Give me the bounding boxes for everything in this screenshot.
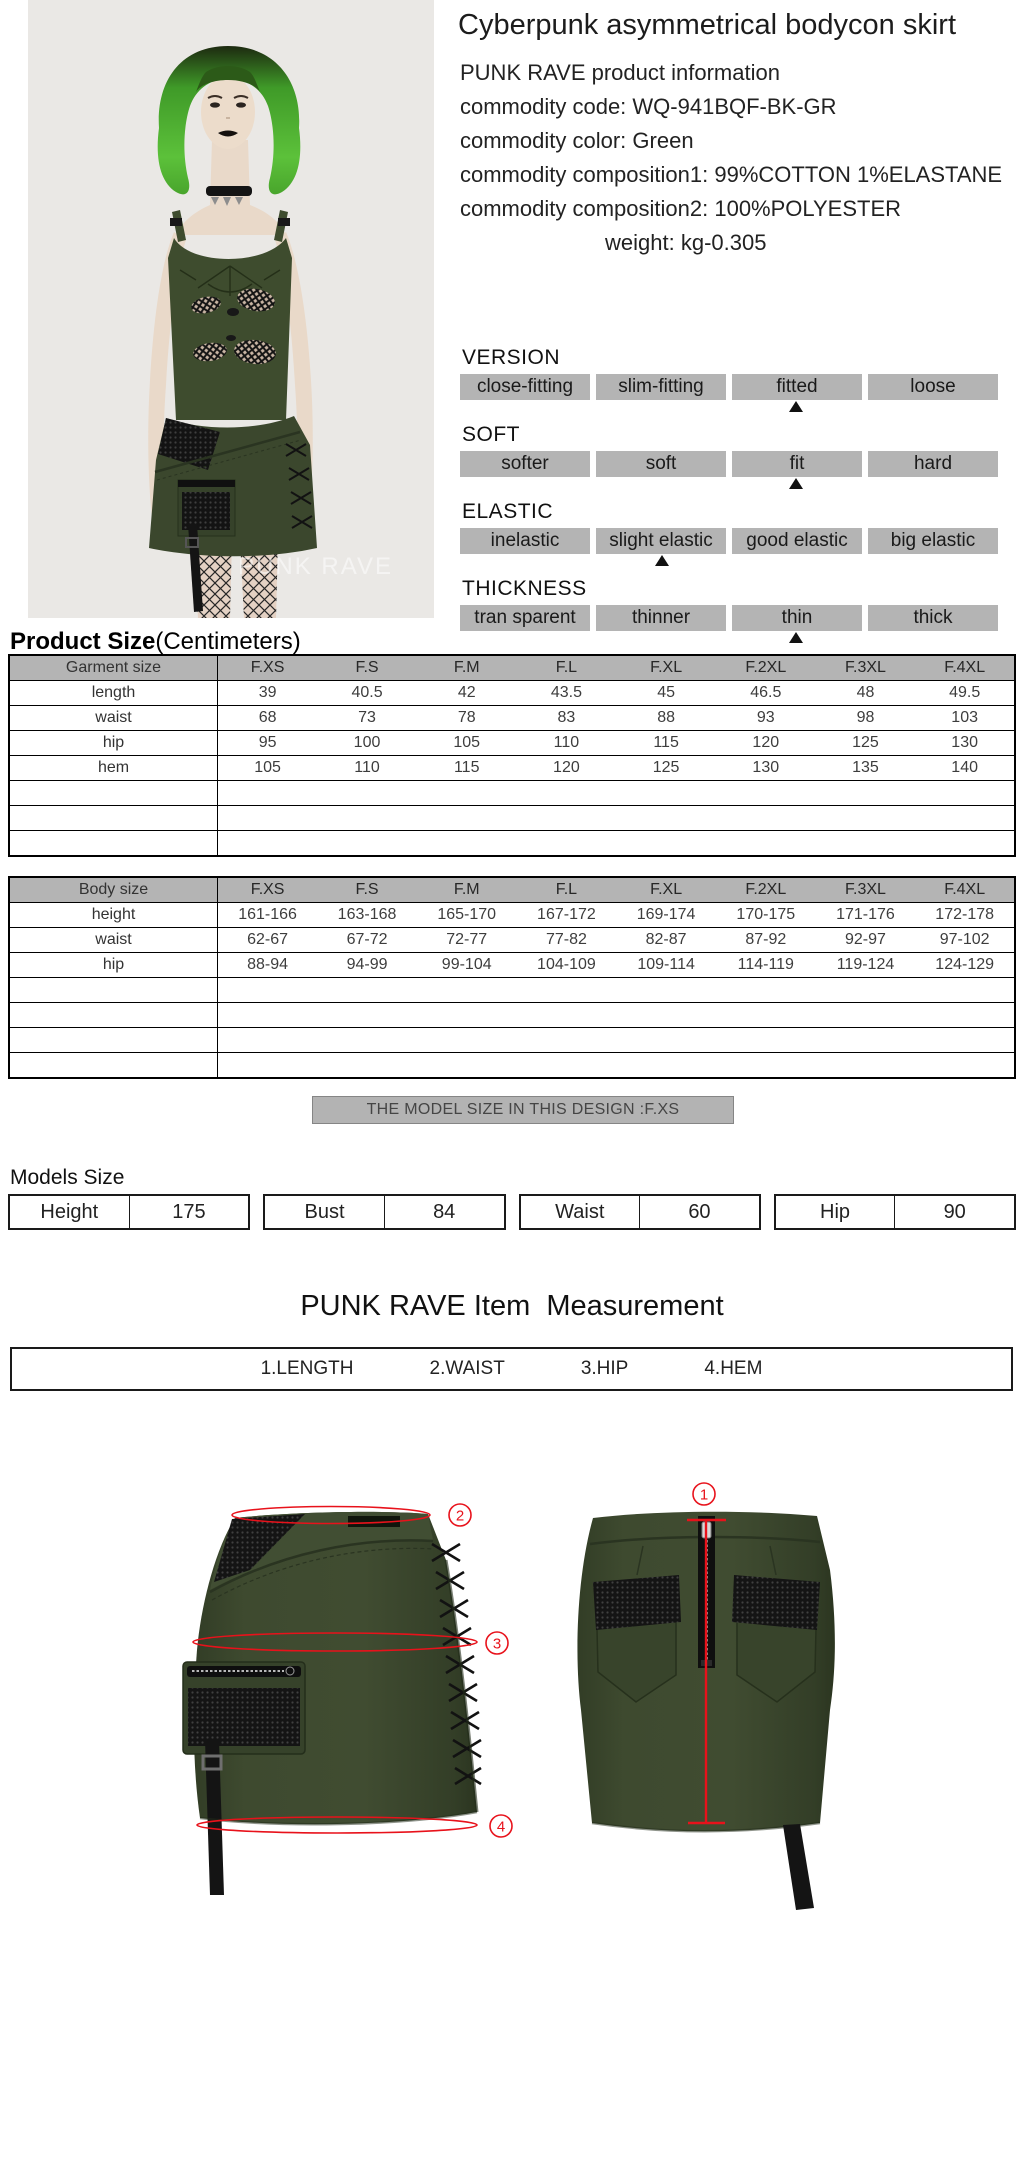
size-column-header: F.L (517, 655, 617, 681)
photo-watermark: PUNK RAVE (238, 553, 393, 580)
size-value-cell: 100 (317, 731, 417, 756)
size-row-label: waist (9, 928, 218, 953)
empty-cell (9, 1003, 218, 1028)
size-table-row (9, 928, 1015, 953)
attribute-marker-row (460, 400, 998, 414)
model-illustration (28, 0, 434, 618)
attribute-option-cell: big elastic (868, 528, 998, 554)
size-value-cell: 77-82 (517, 928, 617, 953)
attribute-option-cell: thin (732, 605, 862, 631)
size-column-header: F.M (417, 877, 517, 903)
attribute-marker-row (460, 554, 998, 568)
measurement-item: 3.HIP (580, 1358, 629, 1379)
attribute-option-cell: tran sparent (460, 605, 590, 631)
models-size-row (8, 1194, 1016, 1230)
empty-cell (9, 1053, 218, 1079)
attribute-group-thickness (460, 577, 998, 645)
size-value-cell: 169-174 (616, 903, 716, 928)
annotation-1: 1 (699, 1486, 709, 1504)
model-size-value: 60 (688, 1201, 711, 1223)
size-heading-bold: Product Size (10, 628, 156, 655)
attribute-scales (460, 346, 998, 654)
size-table-empty-row (9, 831, 1015, 857)
size-row-label: hip (9, 731, 218, 756)
attribute-option-cell: close-fitting (460, 374, 590, 400)
size-column-header: F.L (517, 877, 617, 903)
size-section-heading (10, 628, 301, 656)
size-table-header-row (9, 655, 1015, 681)
size-value-cell: 163-168 (317, 903, 417, 928)
size-value-cell: 93 (716, 706, 816, 731)
annotation-3: 3 (492, 1635, 502, 1653)
size-value-cell: 124-129 (915, 953, 1015, 978)
selected-marker-icon (655, 555, 669, 566)
measurement-illustration (0, 1440, 1024, 1940)
info-field (460, 192, 1016, 226)
size-column-header: F.XS (218, 877, 318, 903)
size-row-label: hem (9, 756, 218, 781)
info-field (460, 90, 1016, 124)
product-info (460, 56, 1016, 260)
size-value-cell: 67-72 (317, 928, 417, 953)
size-value-cell: 73 (317, 706, 417, 731)
empty-cell (218, 978, 1016, 1003)
selected-marker-icon (789, 632, 803, 643)
back-strap (783, 1824, 814, 1910)
field-label: commodity composition1: (460, 162, 709, 187)
size-table-empty-row (9, 978, 1015, 1003)
size-column-header: F.3XL (816, 655, 916, 681)
size-value-cell: 115 (417, 756, 517, 781)
size-row-label: height (9, 903, 218, 928)
size-value-cell: 88-94 (218, 953, 318, 978)
attribute-option-cell: thick (868, 605, 998, 631)
size-column-header: F.S (317, 877, 417, 903)
size-value-cell: 62-67 (218, 928, 318, 953)
size-value-cell: 45 (616, 681, 716, 706)
measurement-item: 1.LENGTH (260, 1358, 354, 1379)
attribute-label: SOFT (462, 423, 520, 446)
empty-cell (9, 781, 218, 806)
field-label: commodity composition2: (460, 196, 709, 221)
empty-cell (9, 978, 218, 1003)
attribute-option-cell: good elastic (732, 528, 862, 554)
skirt-front-view (183, 1512, 481, 1895)
attribute-group-elastic (460, 500, 998, 568)
model-face (201, 75, 255, 149)
measurement-item: 4.HEM (704, 1358, 763, 1379)
model-size-label: Waist (521, 1196, 641, 1228)
attribute-option-cell: fitted (732, 374, 862, 400)
attribute-marker-row (460, 477, 998, 491)
attribute-option-cell: soft (596, 451, 726, 477)
size-value-cell: 130 (716, 756, 816, 781)
page-title: Cyberpunk asymmetrical bodycon skirt (458, 9, 957, 41)
size-value-cell: 83 (517, 706, 617, 731)
size-table-row (9, 756, 1015, 781)
attribute-option-cell: thinner (596, 605, 726, 631)
empty-cell (218, 1003, 1016, 1028)
size-value-cell: 161-166 (218, 903, 318, 928)
annotation-2: 2 (455, 1507, 465, 1525)
model-size-label: Hip (776, 1196, 896, 1228)
size-value-cell: 39 (218, 681, 318, 706)
info-field (460, 158, 1016, 192)
model-size-value: 84 (433, 1201, 456, 1223)
attribute-options-row (460, 374, 998, 400)
empty-cell (9, 806, 218, 831)
size-column-header: F.2XL (716, 877, 816, 903)
size-value-cell: 104-109 (517, 953, 617, 978)
size-value-cell: 165-170 (417, 903, 517, 928)
size-row-label: length (9, 681, 218, 706)
attribute-option-cell: loose (868, 374, 998, 400)
size-value-cell: 42 (417, 681, 517, 706)
field-value: WQ-941BQF-BK-GR (632, 94, 837, 119)
size-column-header: F.S (317, 655, 417, 681)
size-value-cell: 120 (517, 756, 617, 781)
model-size-label: Height (10, 1196, 130, 1228)
size-value-cell: 43.5 (517, 681, 617, 706)
size-value-cell: 105 (218, 756, 318, 781)
attribute-group-soft (460, 423, 998, 491)
attribute-label: ELASTIC (462, 500, 554, 523)
size-value-cell: 110 (317, 756, 417, 781)
attribute-options-row (460, 605, 998, 631)
size-value-cell: 68 (218, 706, 318, 731)
attribute-options-row (460, 451, 998, 477)
size-table-row (9, 731, 1015, 756)
model-size-box-bust (263, 1194, 505, 1230)
size-value-cell: 46.5 (716, 681, 816, 706)
attribute-marker-row (460, 631, 998, 645)
size-value-cell: 97-102 (915, 928, 1015, 953)
size-column-header: F.3XL (816, 877, 916, 903)
size-value-cell: 110 (517, 731, 617, 756)
field-value: 99%COTTON 1%ELASTANE (714, 162, 1003, 187)
size-value-cell: 125 (816, 731, 916, 756)
model-size-value: 175 (172, 1201, 206, 1223)
size-table-row (9, 681, 1015, 706)
garment-size-table (8, 654, 1016, 857)
size-value-cell: 94-99 (317, 953, 417, 978)
size-row-label: waist (9, 706, 218, 731)
size-table-row (9, 903, 1015, 928)
empty-cell (218, 781, 1016, 806)
size-value-cell: 49.5 (915, 681, 1015, 706)
annotation-4: 4 (496, 1818, 506, 1836)
model-size-box-height (8, 1194, 250, 1230)
size-table-corner-header: Garment size (9, 655, 218, 681)
field-label: weight: (605, 230, 675, 255)
info-field (460, 124, 1016, 158)
size-column-header: F.4XL (915, 877, 1015, 903)
measurement-item: 2.WAIST (429, 1358, 505, 1379)
size-value-cell: 114-119 (716, 953, 816, 978)
size-table-empty-row (9, 1053, 1015, 1079)
attribute-group-version (460, 346, 998, 414)
size-value-cell: 130 (915, 731, 1015, 756)
field-value: 100%POLYESTER (714, 196, 902, 221)
size-value-cell: 40.5 (317, 681, 417, 706)
size-row-label: hip (9, 953, 218, 978)
size-value-cell: 88 (616, 706, 716, 731)
size-value-cell: 167-172 (517, 903, 617, 928)
model-size-box-waist (519, 1194, 761, 1230)
size-heading-units: (Centimeters) (155, 628, 301, 655)
size-column-header: F.XS (218, 655, 318, 681)
field-value: kg-0.305 (680, 230, 767, 255)
size-table-row (9, 706, 1015, 731)
empty-cell (9, 831, 218, 857)
size-value-cell: 140 (915, 756, 1015, 781)
selected-marker-icon (789, 401, 803, 412)
attribute-option-cell: inelastic (460, 528, 590, 554)
size-value-cell: 103 (915, 706, 1015, 731)
size-value-cell: 120 (716, 731, 816, 756)
size-table-empty-row (9, 1028, 1015, 1053)
size-value-cell: 135 (816, 756, 916, 781)
model-size-value: 90 (943, 1201, 966, 1223)
measurement-heading: PUNK RAVE Item Measurement (300, 1290, 724, 1322)
model-size-label: Bust (265, 1196, 385, 1228)
size-value-cell: 82-87 (616, 928, 716, 953)
empty-cell (218, 806, 1016, 831)
empty-cell (218, 1053, 1016, 1079)
size-value-cell: 171-176 (816, 903, 916, 928)
size-table-empty-row (9, 806, 1015, 831)
size-value-cell: 119-124 (816, 953, 916, 978)
weight-field (460, 226, 1016, 260)
field-value: Green (632, 128, 694, 153)
attribute-options-row (460, 528, 998, 554)
size-table-header-row (9, 877, 1015, 903)
model-photo (28, 0, 434, 618)
size-value-cell: 48 (816, 681, 916, 706)
attribute-option-cell: softer (460, 451, 590, 477)
attribute-label: VERSION (462, 346, 561, 369)
attribute-option-cell: slight elastic (596, 528, 726, 554)
size-value-cell: 95 (218, 731, 318, 756)
size-column-header: F.M (417, 655, 517, 681)
size-value-cell: 72-77 (417, 928, 517, 953)
field-label: commodity code: (460, 94, 627, 119)
size-value-cell: 115 (616, 731, 716, 756)
size-value-cell: 92-97 (816, 928, 916, 953)
size-table-row (9, 953, 1015, 978)
skirt-illustrations (0, 1440, 1024, 1940)
size-table-empty-row (9, 1003, 1015, 1028)
selected-marker-icon (789, 478, 803, 489)
size-column-header: F.4XL (915, 655, 1015, 681)
size-value-cell: 125 (616, 756, 716, 781)
models-size-heading: Models Size (10, 1166, 125, 1189)
size-column-header: F.XL (616, 877, 716, 903)
attribute-option-cell: slim-fitting (596, 374, 726, 400)
attribute-option-cell: hard (868, 451, 998, 477)
info-header: PUNK RAVE product information (460, 60, 780, 85)
size-value-cell: 98 (816, 706, 916, 731)
attribute-option-cell: fit (732, 451, 862, 477)
size-value-cell: 105 (417, 731, 517, 756)
empty-cell (218, 831, 1016, 857)
size-value-cell: 172-178 (915, 903, 1015, 928)
size-column-header: F.2XL (716, 655, 816, 681)
size-value-cell: 99-104 (417, 953, 517, 978)
empty-cell (9, 1028, 218, 1053)
field-label: commodity color: (460, 128, 627, 153)
size-table-empty-row (9, 781, 1015, 806)
size-column-header: F.XL (616, 655, 716, 681)
size-table-corner-header: Body size (9, 877, 218, 903)
size-value-cell: 87-92 (716, 928, 816, 953)
size-value-cell: 78 (417, 706, 517, 731)
measurement-legend-box (10, 1347, 1013, 1391)
body-size-table (8, 876, 1016, 1079)
attribute-label: THICKNESS (462, 577, 587, 600)
model-size-note: THE MODEL SIZE IN THIS DESIGN :F.XS (312, 1096, 734, 1124)
size-value-cell: 170-175 (716, 903, 816, 928)
model-size-box-hip (774, 1194, 1016, 1230)
size-value-cell: 109-114 (616, 953, 716, 978)
empty-cell (218, 1028, 1016, 1053)
